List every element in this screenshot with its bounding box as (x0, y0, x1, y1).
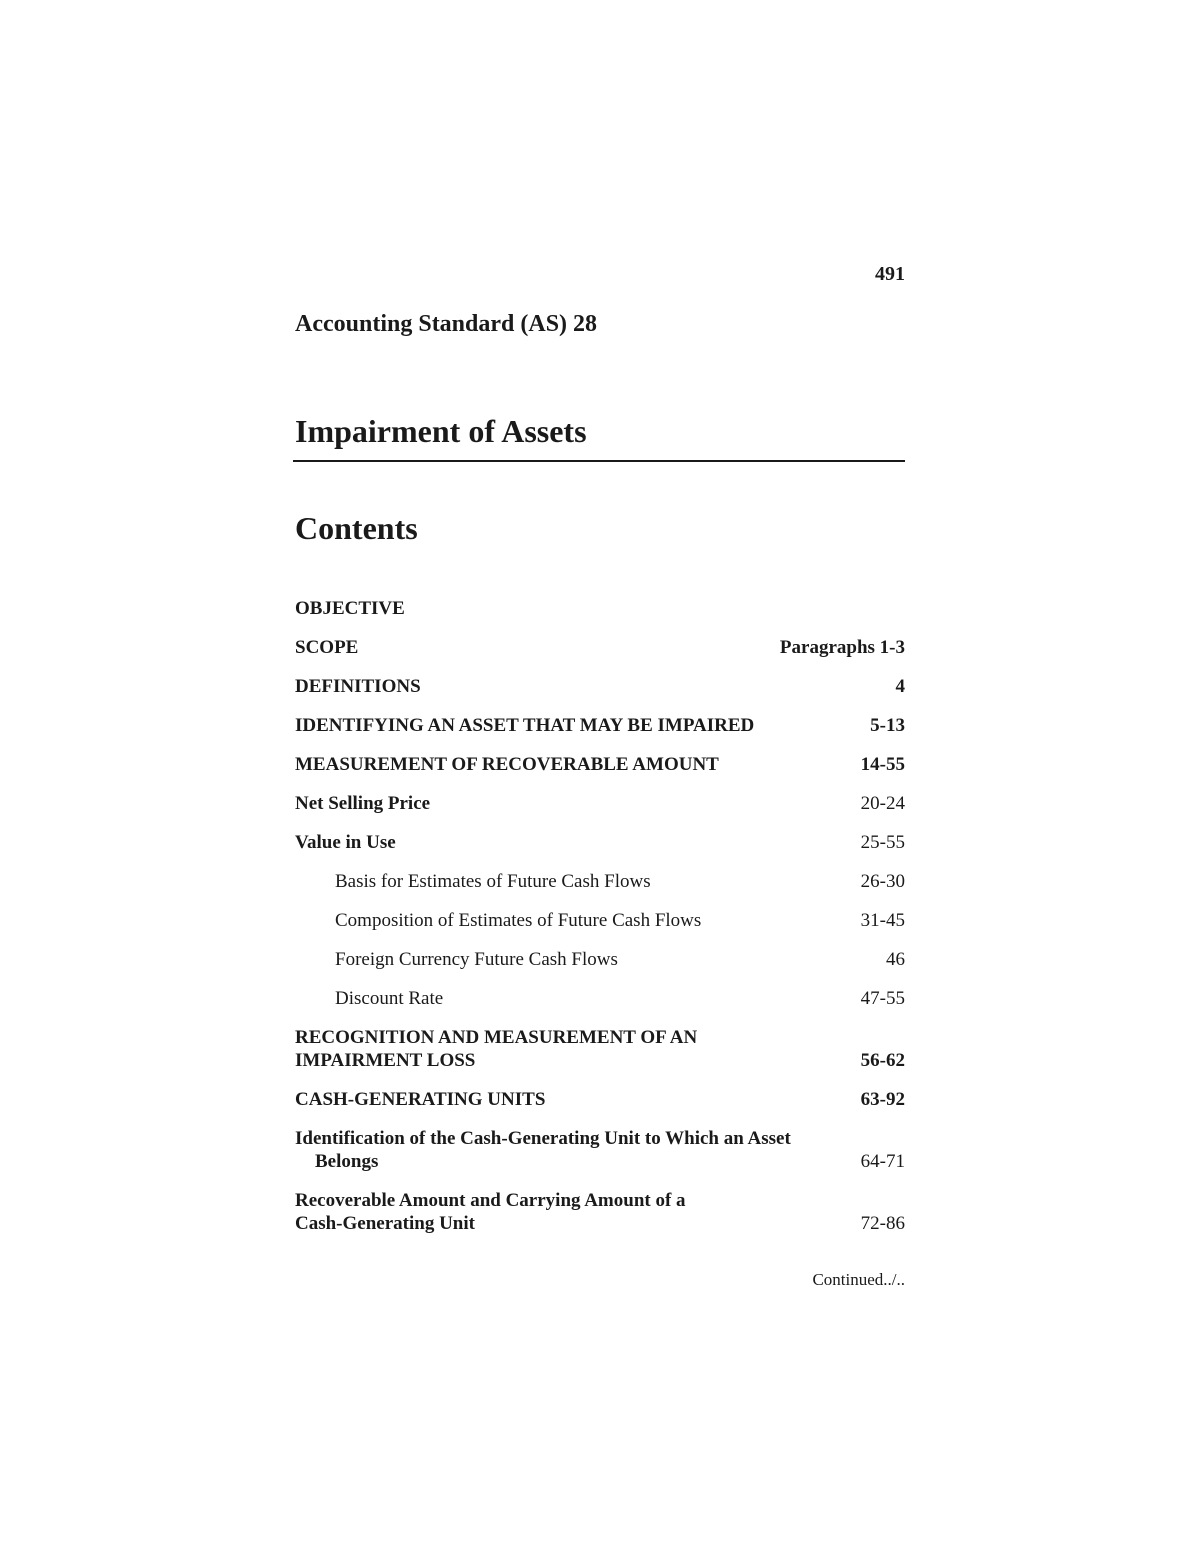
toc-page-ref: Paragraphs 1-3 (779, 637, 905, 658)
title-rule (293, 460, 905, 462)
toc-row (295, 1026, 905, 1072)
toc-label: MEASUREMENT OF RECOVERABLE AMOUNT (295, 754, 719, 775)
toc-label: SCOPE (295, 637, 359, 658)
toc-page-ref: 47-55 (860, 988, 905, 1009)
toc-label: Foreign Currency Future Cash Flows (335, 949, 618, 970)
toc-row (295, 597, 905, 620)
toc-page-ref: 64-71 (860, 1151, 905, 1172)
toc-page-ref: 63-92 (860, 1089, 905, 1110)
contents-heading: Contents (295, 510, 418, 546)
toc-row (295, 1189, 905, 1235)
toc-label: Net Selling Price (295, 793, 431, 814)
standard-label: Accounting Standard (AS) 28 (295, 311, 598, 337)
toc-row (295, 948, 905, 971)
toc-row (295, 675, 905, 698)
toc-row (295, 753, 905, 776)
toc-label: Identification of the Cash-Generating Unit to Which an Asset Belongs (295, 1128, 791, 1172)
toc-label: RECOGNITION AND MEASUREMENT OF AN IMPAIRMENT LOSS (295, 1027, 698, 1071)
toc-row (295, 792, 905, 815)
toc-page-ref: 72-86 (860, 1213, 905, 1234)
toc-page-ref: 25-55 (860, 832, 905, 853)
toc-page-ref: 20-24 (860, 793, 905, 814)
toc-page-ref: 4 (895, 676, 905, 697)
document-title: Impairment of Assets (295, 413, 587, 449)
toc-label: CASH-GENERATING UNITS (295, 1089, 546, 1110)
toc-row (295, 636, 905, 659)
toc-row (295, 1127, 905, 1173)
toc-label: OBJECTIVE (295, 598, 405, 619)
toc-page-ref: 31-45 (860, 910, 905, 931)
toc-page-ref: 26-30 (860, 871, 905, 892)
toc-label: DEFINITIONS (295, 676, 421, 697)
toc-row (295, 909, 905, 932)
toc-label: Composition of Estimates of Future Cash Flows (335, 910, 702, 931)
toc-row (295, 870, 905, 893)
continued-note: Continued../.. (812, 1270, 905, 1289)
toc-label: Value in Use (295, 832, 396, 853)
table-of-contents (295, 597, 905, 1251)
toc-row (295, 1088, 905, 1111)
toc-row (295, 987, 905, 1010)
toc-label: IDENTIFYING AN ASSET THAT MAY BE IMPAIRED (295, 715, 755, 736)
toc-label: Basis for Estimates of Future Cash Flows (335, 871, 651, 892)
toc-label: Discount Rate (335, 988, 444, 1009)
toc-page-ref: 56-62 (860, 1050, 905, 1071)
toc-page-ref: 5-13 (870, 715, 905, 736)
toc-label: Recoverable Amount and Carrying Amount of a Cash-Generating Unit (295, 1190, 686, 1234)
page-number: 491 (875, 263, 905, 285)
toc-page-ref: 46 (886, 949, 905, 970)
toc-row (295, 714, 905, 737)
toc-row (295, 831, 905, 854)
toc-page-ref: 14-55 (860, 754, 905, 775)
